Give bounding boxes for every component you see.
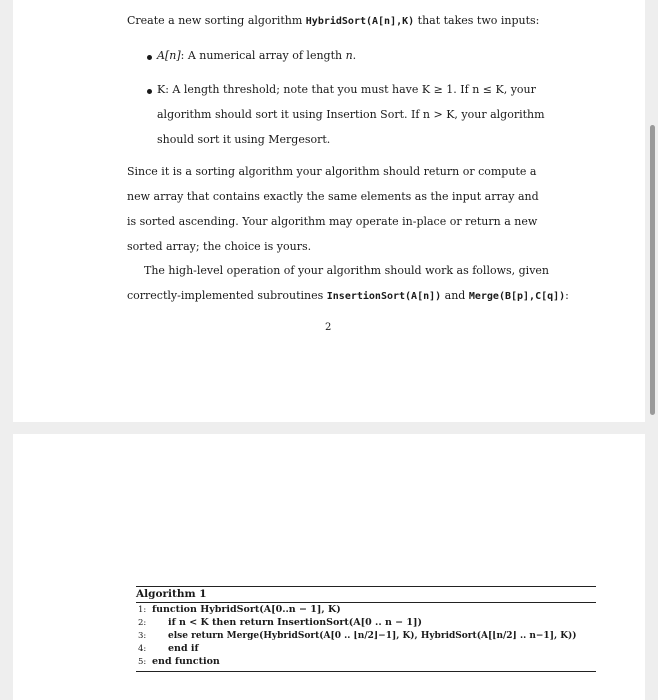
line-text: end if [168,643,199,654]
bullet-marker-2 [147,89,152,94]
document-page-2 [13,434,645,700]
para2-and: and [441,289,469,302]
para2-colon: : [565,289,569,302]
line-text: function HybridSort(A[0..n − 1], K) [152,604,341,615]
algorithm-line-2 [138,617,422,629]
intro-line [127,14,539,29]
bullet-item-2-line-2: algorithm should sort it using Insertion Sort. If n > K, your algorithm [157,108,545,121]
algorithm-line-4 [138,643,199,655]
intro-code: HybridSort(A[n],K) [305,16,415,27]
algorithm-top-rule [136,586,596,587]
bullet-item-2-line-3: should sort it using Mergesort. [157,133,331,146]
insertion-sort-code: InsertionSort(A[n]) [326,291,442,302]
merge-code: Merge(B[p],C[q]) [468,291,566,302]
algorithm-line-1 [138,604,341,616]
line-number: 4: [138,644,147,654]
paragraph-1-line-3: is sorted ascending. Your algorithm may operate in-place or return a new [127,215,538,228]
algorithm-line-5 [138,656,220,668]
page-number: 2 [325,322,332,333]
bullet-marker-1 [147,55,152,60]
document-page-1 [13,0,645,422]
line-text: else return Merge(HybridSort(A[0 .. ⌊n/2⌋−1], K), HybridSort(A[⌊n/2⌋ .. n−1], K)) [168,631,577,641]
line-number: 2: [138,618,147,628]
line-text: end function [152,656,220,667]
line-text: if n < K then return InsertionSort(A[0 .. n − 1]) [168,617,423,628]
bullet-item-2-line-1: K: A length threshold; note that you must have K ≥ 1. If n ≤ K, your [157,83,536,96]
paragraph-1-line-2: new array that contains exactly the same elements as the input array and [127,190,539,203]
line-number: 1: [138,605,147,615]
paragraph-1-line-1: Since it is a sorting algorithm your algorithm should return or compute a [127,165,537,178]
bullet1-symbol: A[n] [157,49,181,62]
algorithm-bottom-rule [136,671,596,672]
line-number: 5: [138,657,147,667]
line-number: 3: [138,631,147,641]
paragraph-1-line-4: sorted array; the choice is yours. [127,240,312,253]
scrollbar-thumb[interactable] [650,125,655,415]
bullet1-end: . [352,49,357,62]
para2-text: correctly-implemented subroutines [127,289,327,302]
algorithm-title-rule [136,602,596,603]
algorithm-line-3 [138,630,577,642]
algorithm-title: Algorithm 1 [136,588,207,600]
bullet1-n: n [345,49,353,62]
bullet-item-1 [157,49,356,63]
paragraph-2-line-2 [127,289,569,304]
bullet1-text: : A numerical array of length [180,49,346,62]
intro-text: Create a new sorting algorithm [127,14,306,27]
intro-text-end: that takes two inputs: [414,14,540,27]
paragraph-2-line-1: The high-level operation of your algorithm should work as follows, given [144,264,550,277]
